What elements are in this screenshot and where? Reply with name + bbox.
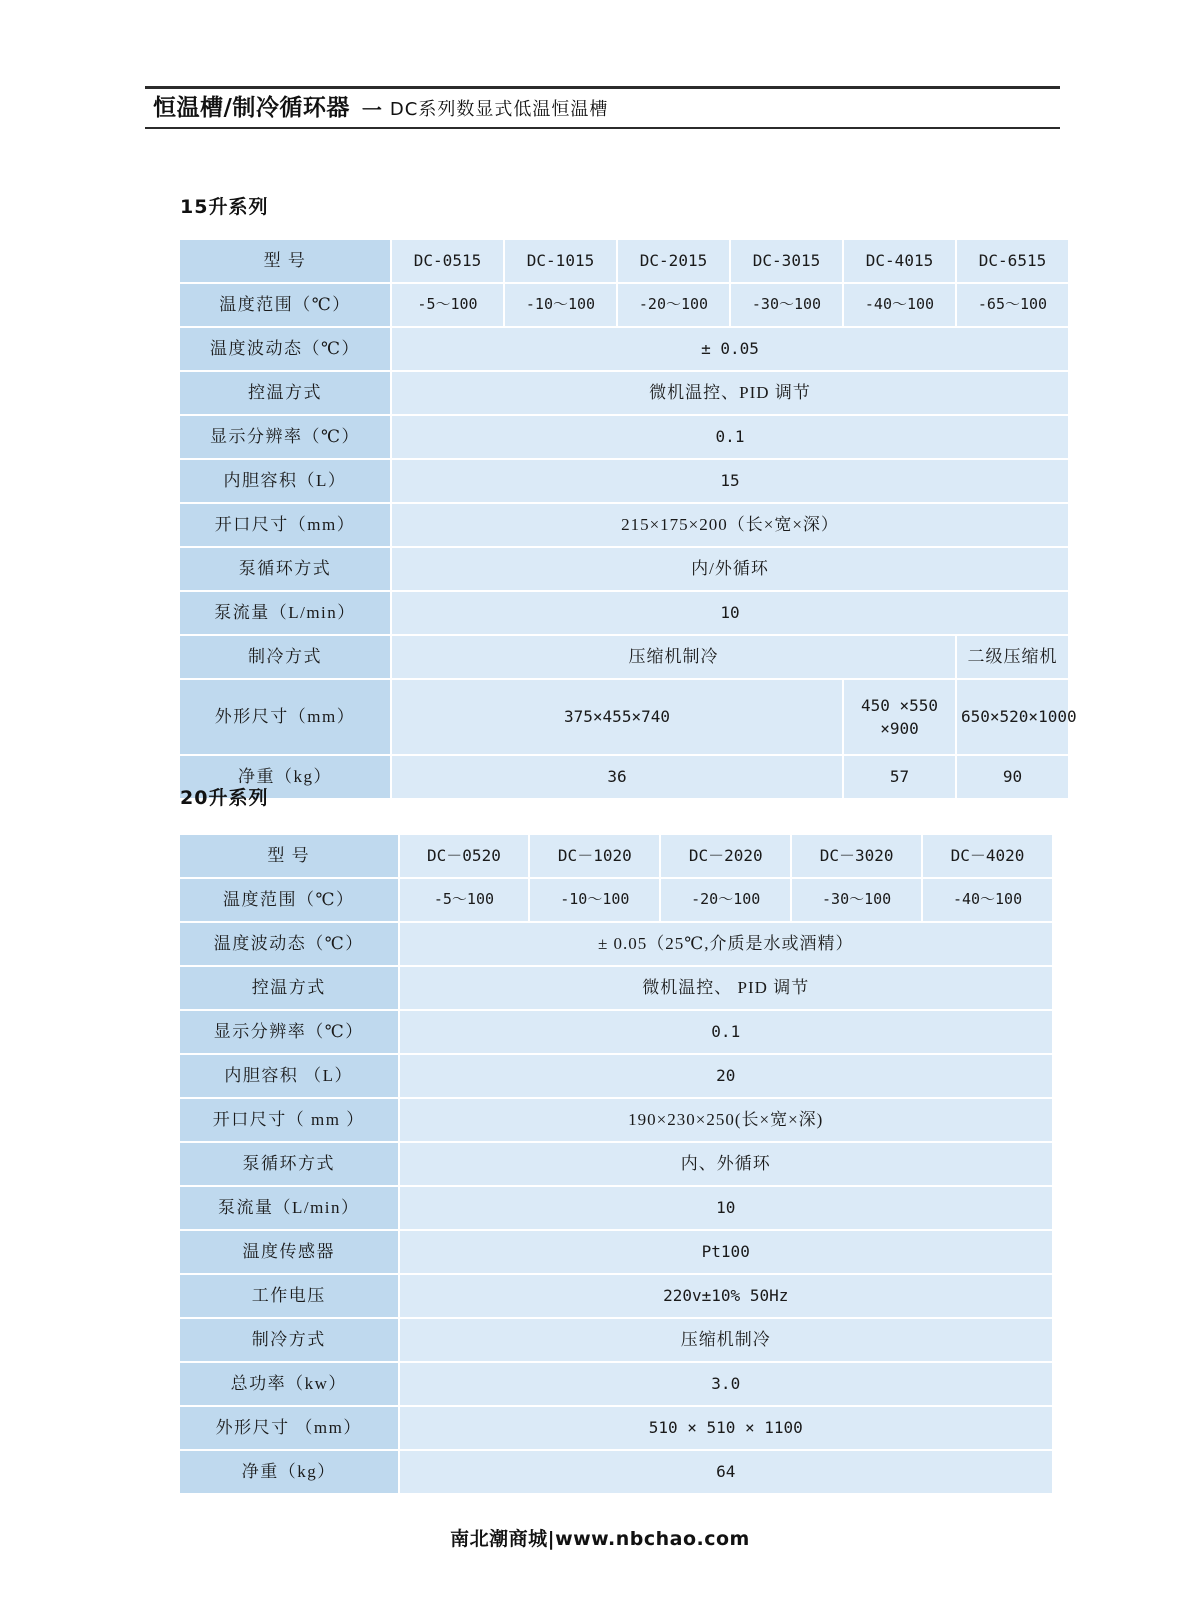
row-label: 制冷方式 — [180, 636, 390, 678]
table-row — [180, 1231, 1052, 1273]
table-row — [180, 636, 1068, 678]
value-cell: 二级压缩机 — [957, 636, 1068, 678]
model-cell: DC－4020 — [923, 835, 1052, 877]
value-cell: 内、外循环 — [400, 1143, 1053, 1185]
header-dash: 一 — [361, 97, 382, 122]
model-cell: DC－3020 — [792, 835, 921, 877]
header-title: 恒温槽/制冷循环器 — [153, 95, 350, 121]
value-cell: 220v±10% 50Hz — [400, 1275, 1053, 1317]
table-row — [180, 1011, 1052, 1053]
row-label: 开口尺寸（ mm ） — [180, 1099, 398, 1141]
value-cell: -5～100 — [400, 879, 529, 921]
table-row — [180, 879, 1052, 921]
model-cell: DC－2020 — [661, 835, 790, 877]
value-cell: 375×455×740 — [392, 680, 842, 754]
value-cell: -20～100 — [618, 284, 729, 326]
row-label: 泵流量（L/min） — [180, 1187, 398, 1229]
value-cell: 64 — [400, 1451, 1053, 1493]
value-cell: ± 0.05 — [392, 328, 1068, 370]
value-cell: 190×230×250(长×宽×深) — [400, 1099, 1053, 1141]
value-cell: 57 — [844, 756, 955, 798]
table-row-model — [180, 240, 1068, 282]
row-label: 温度范围（℃） — [180, 879, 398, 921]
table-row — [180, 1407, 1052, 1449]
value-cell: 压缩机制冷 — [400, 1319, 1053, 1361]
model-cell: DC-4015 — [844, 240, 955, 282]
table-row — [180, 1143, 1052, 1185]
value-cell: 压缩机制冷 — [392, 636, 955, 678]
value-cell: 510 × 510 × 1100 — [400, 1407, 1053, 1449]
value-cell: 10 — [392, 592, 1068, 634]
value-cell: 215×175×200（长×宽×深） — [392, 504, 1068, 546]
row-label: 内胆容积（L） — [180, 460, 390, 502]
model-cell: DC-3015 — [731, 240, 842, 282]
page-header — [145, 86, 1060, 130]
table-row — [180, 1275, 1052, 1317]
table-row-model — [180, 835, 1052, 877]
value-cell: -40～100 — [844, 284, 955, 326]
table-row — [180, 504, 1068, 546]
row-label: 净重（kg） — [180, 1451, 398, 1493]
value-cell: -20～100 — [661, 879, 790, 921]
value-cell: 450 ×550 ×900 — [844, 680, 955, 754]
page-footer: 南北潮商城|www.nbchao.com — [450, 1528, 750, 1550]
model-cell: DC-0515 — [392, 240, 503, 282]
row-label: 显示分辨率（℃） — [180, 1011, 398, 1053]
row-label: 泵循环方式 — [180, 1143, 398, 1185]
row-label: 型 号 — [180, 240, 390, 282]
spec-table-20l — [178, 833, 1054, 1495]
row-label: 泵循环方式 — [180, 548, 390, 590]
value-cell: 内/外循环 — [392, 548, 1068, 590]
value-cell: -40～100 — [923, 879, 1052, 921]
header-bottom-rule — [145, 127, 1060, 129]
value-cell: 15 — [392, 460, 1068, 502]
table-row — [180, 923, 1052, 965]
table-row — [180, 284, 1068, 326]
table-row — [180, 592, 1068, 634]
header-subtitle: DC系列数显式低温恒温槽 — [389, 99, 609, 120]
value-cell: 650×520×1000 — [957, 680, 1068, 754]
row-label: 温度传感器 — [180, 1231, 398, 1273]
row-label: 内胆容积 （L） — [180, 1055, 398, 1097]
table-row — [180, 372, 1068, 414]
model-cell: DC-6515 — [957, 240, 1068, 282]
value-cell: Pt100 — [400, 1231, 1053, 1273]
table-row — [180, 1451, 1052, 1493]
header-content — [145, 89, 608, 127]
value-cell: -10～100 — [530, 879, 659, 921]
table-row — [180, 416, 1068, 458]
value-cell: 90 — [957, 756, 1068, 798]
table-row — [180, 967, 1052, 1009]
row-label: 总功率（kw） — [180, 1363, 398, 1405]
table-row — [180, 460, 1068, 502]
table-row — [180, 1055, 1052, 1097]
model-cell: DC－0520 — [400, 835, 529, 877]
value-cell: 36 — [392, 756, 842, 798]
row-label: 控温方式 — [180, 372, 390, 414]
row-label: 控温方式 — [180, 967, 398, 1009]
value-cell: 10 — [400, 1187, 1053, 1229]
value-cell: -30～100 — [731, 284, 842, 326]
model-cell: DC-1015 — [505, 240, 616, 282]
value-cell: -65～100 — [957, 284, 1068, 326]
table-row — [180, 756, 1068, 798]
table-row — [180, 328, 1068, 370]
value-cell: ± 0.05（25℃,介质是水或酒精） — [400, 923, 1053, 965]
model-cell: DC-2015 — [618, 240, 729, 282]
row-label: 型 号 — [180, 835, 398, 877]
value-cell: -5～100 — [392, 284, 503, 326]
row-label: 温度波动态（℃） — [180, 923, 398, 965]
row-label: 外形尺寸 （mm） — [180, 1407, 398, 1449]
value-cell: -30～100 — [792, 879, 921, 921]
value-cell: -10～100 — [505, 284, 616, 326]
row-label: 外形尺寸（mm） — [180, 680, 390, 754]
section-title-20l: 20升系列 — [180, 787, 269, 809]
spec-table-15l — [178, 238, 1077, 800]
row-label: 温度波动态（℃） — [180, 328, 390, 370]
table-row — [180, 1187, 1052, 1229]
row-label: 工作电压 — [180, 1275, 398, 1317]
row-label: 显示分辨率（℃） — [180, 416, 390, 458]
model-cell: DC－1020 — [530, 835, 659, 877]
table-row — [180, 548, 1068, 590]
section-title-15l: 15升系列 — [180, 196, 269, 218]
value-cell: 0.1 — [400, 1011, 1053, 1053]
value-cell: 0.1 — [392, 416, 1068, 458]
value-cell: 3.0 — [400, 1363, 1053, 1405]
table-row — [180, 1363, 1052, 1405]
value-cell: 微机温控、 PID 调节 — [400, 967, 1053, 1009]
table-row — [180, 680, 1068, 754]
value-cell: 20 — [400, 1055, 1053, 1097]
row-label: 温度范围（℃） — [180, 284, 390, 326]
row-label: 开口尺寸（mm） — [180, 504, 390, 546]
row-label: 泵流量（L/min） — [180, 592, 390, 634]
value-cell: 微机温控、PID 调节 — [392, 372, 1068, 414]
row-label: 制冷方式 — [180, 1319, 398, 1361]
table-row — [180, 1099, 1052, 1141]
row-label: 净重（kg） — [180, 756, 390, 798]
table-row — [180, 1319, 1052, 1361]
